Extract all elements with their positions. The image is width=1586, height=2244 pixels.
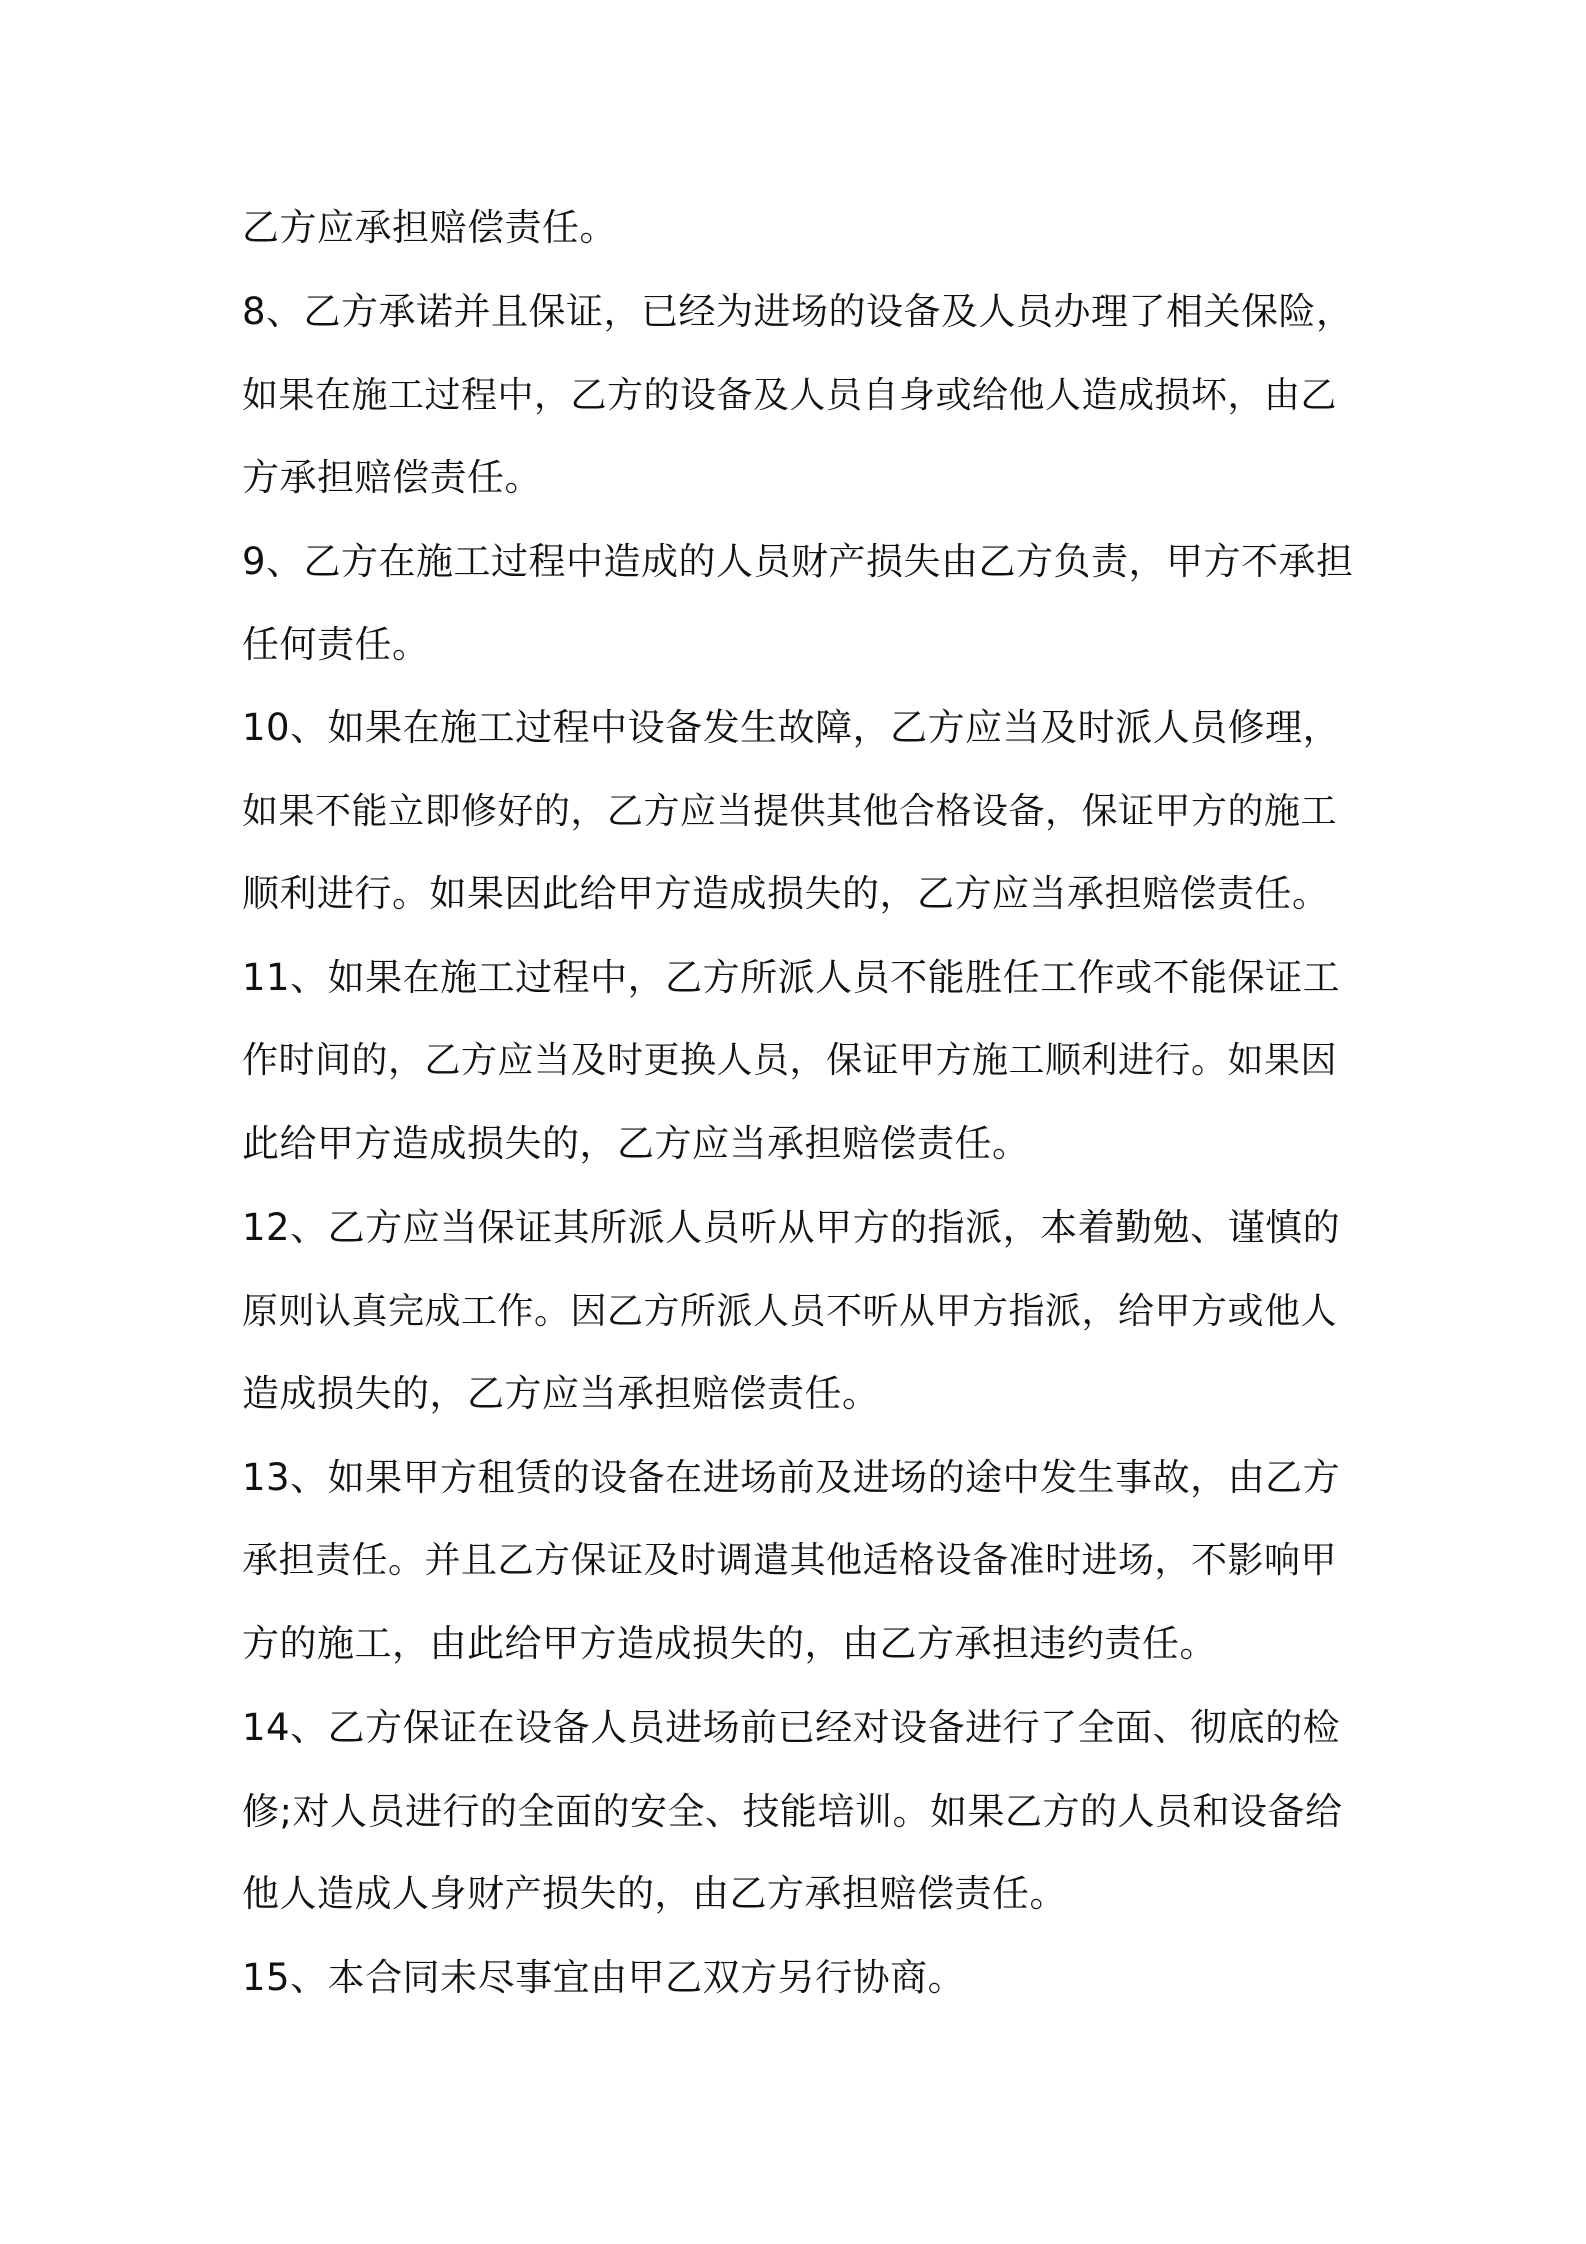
text-line: 如果不能立即修好的，乙方应当提供其他合格设备，保证甲方的施工 <box>242 791 1338 832</box>
text-line: 10、如果在施工过程中设备发生故障，乙方应当及时派人员修理， <box>242 706 1341 749</box>
text-line: 造成损失的，乙方应当承担赔偿责任。 <box>242 1372 880 1415</box>
text-line: 承担责任。并且乙方保证及时调遣其他适格设备准时进场，不影响甲 <box>242 1540 1338 1581</box>
text-line: 方的施工，由此给甲方造成损失的，由乙方承担违约责任。 <box>242 1622 1217 1665</box>
text-line: 11、如果在施工过程中，乙方所派人员不能胜任工作或不能保证工 <box>242 956 1341 999</box>
text-line: 任何责任。 <box>242 623 430 666</box>
text-line: 方承担赔偿责任。 <box>242 456 542 499</box>
text-line: 修;对人员进行的全面的安全、技能培训。如果乙方的人员和设备给 <box>242 1790 1343 1833</box>
text-line: 14、乙方保证在设备人员进场前已经对设备进行了全面、彻底的检 <box>242 1706 1341 1749</box>
text-line: 顺利进行。如果因此给甲方造成损失的，乙方应当承担赔偿责任。 <box>242 872 1330 915</box>
text-line: 如果在施工过程中，乙方的设备及人员自身或给他人造成损坏，由乙 <box>242 375 1338 416</box>
text-line: 此给甲方造成损失的，乙方应当承担赔偿责任。 <box>242 1122 1030 1165</box>
text-line: 他人造成人身财产损失的，由乙方承担赔偿责任。 <box>242 1872 1067 1915</box>
text-line: 作时间的，乙方应当及时更换人员，保证甲方施工顺利进行。如果因 <box>242 1040 1338 1081</box>
text-line: 15、本合同未尽事宜由甲乙双方另行协商。 <box>242 1956 966 1999</box>
text-line: 原则认真完成工作。因乙方所派人员不听从甲方指派，给甲方或他人 <box>242 1291 1338 1332</box>
text-line: 乙方应承担赔偿责任。 <box>242 206 617 249</box>
text-line: 13、如果甲方租赁的设备在进场前及进场的途中发生事故，由乙方 <box>242 1456 1341 1499</box>
text-line: 8、乙方承诺并且保证，已经为进场的设备及人员办理了相关保险， <box>242 290 1354 333</box>
text-line: 9、乙方在施工过程中造成的人员财产损失由乙方负责，甲方不承担 <box>242 540 1354 583</box>
text-line: 12、乙方应当保证其所派人员听从甲方的指派，本着勤勉、谨慎的 <box>242 1206 1341 1249</box>
